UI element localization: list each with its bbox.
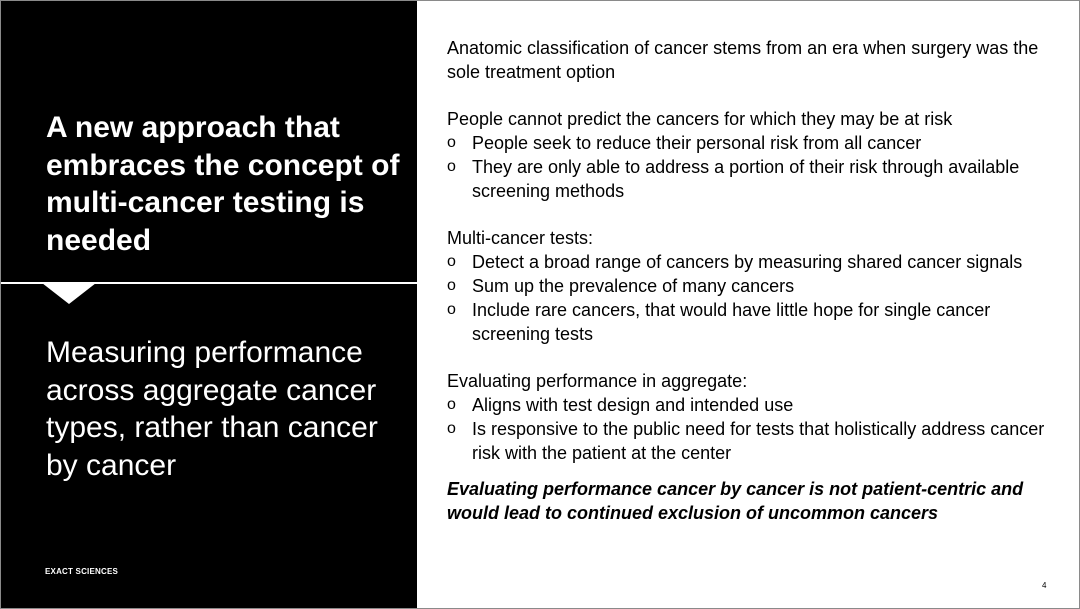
bullet-text: They are only able to address a portion of their risk through available screening methods (472, 157, 1020, 201)
bullet-text: People seek to reduce their personal risk from all cancer (472, 133, 922, 153)
bullet-icon: o (447, 158, 456, 175)
section-multi-cancer-tests (447, 226, 1047, 346)
bullet-text: Aligns with test design and intended use (472, 395, 794, 415)
bullet-item (447, 250, 1047, 274)
section-risk (447, 107, 1047, 203)
bullet-item (447, 131, 1047, 155)
section-aggregate (447, 369, 1047, 465)
bullet-item (447, 417, 1047, 465)
bullet-text: Is responsive to the public need for tests that holistically address cancer risk with the patient at the center (472, 419, 1045, 463)
bullet-icon: o (447, 301, 456, 318)
title-panel (1, 1, 417, 608)
bullet-icon: o (447, 134, 456, 151)
bullet-icon: o (447, 396, 456, 413)
section-title: Multi-cancer tests: (447, 228, 594, 248)
bullet-list (447, 393, 1047, 465)
content-panel (447, 36, 1047, 525)
page-number: 4 (1042, 581, 1047, 590)
section-title: People cannot predict the cancers for which they may be at risk (447, 109, 953, 129)
bullet-list (447, 250, 1047, 346)
bullet-icon: o (447, 253, 456, 270)
bullet-item (447, 155, 1047, 203)
bullet-text: Include rare cancers, that would have little hope for single cancer screening tests (472, 300, 991, 344)
emphasis-statement: Evaluating performance cancer by cancer is not patient-centric and would lead to continued exclusion of uncommon cancers (447, 479, 1024, 523)
bullet-icon: o (447, 420, 456, 437)
slide-headline: A new approach that embraces the concept of multi-cancer testing is needed (46, 111, 400, 257)
bullet-item (447, 298, 1047, 346)
company-logo: EXACT SCIENCES (45, 567, 119, 576)
intro-paragraph: Anatomic classification of cancer stems from an era when surgery was the sole treatment option (447, 38, 1039, 82)
section-title: Evaluating performance in aggregate: (447, 371, 748, 391)
bullet-item (447, 393, 1047, 417)
divider-arrow-icon (42, 283, 96, 304)
bullet-list (447, 131, 1047, 203)
bullet-icon: o (447, 277, 456, 294)
slide-subheadline: Measuring performance across aggregate cancer types, rather than cancer by cancer (46, 336, 378, 482)
bullet-text: Sum up the prevalence of many cancers (472, 276, 795, 296)
bullet-item (447, 274, 1047, 298)
bullet-text: Detect a broad range of cancers by measuring shared cancer signals (472, 252, 1023, 272)
